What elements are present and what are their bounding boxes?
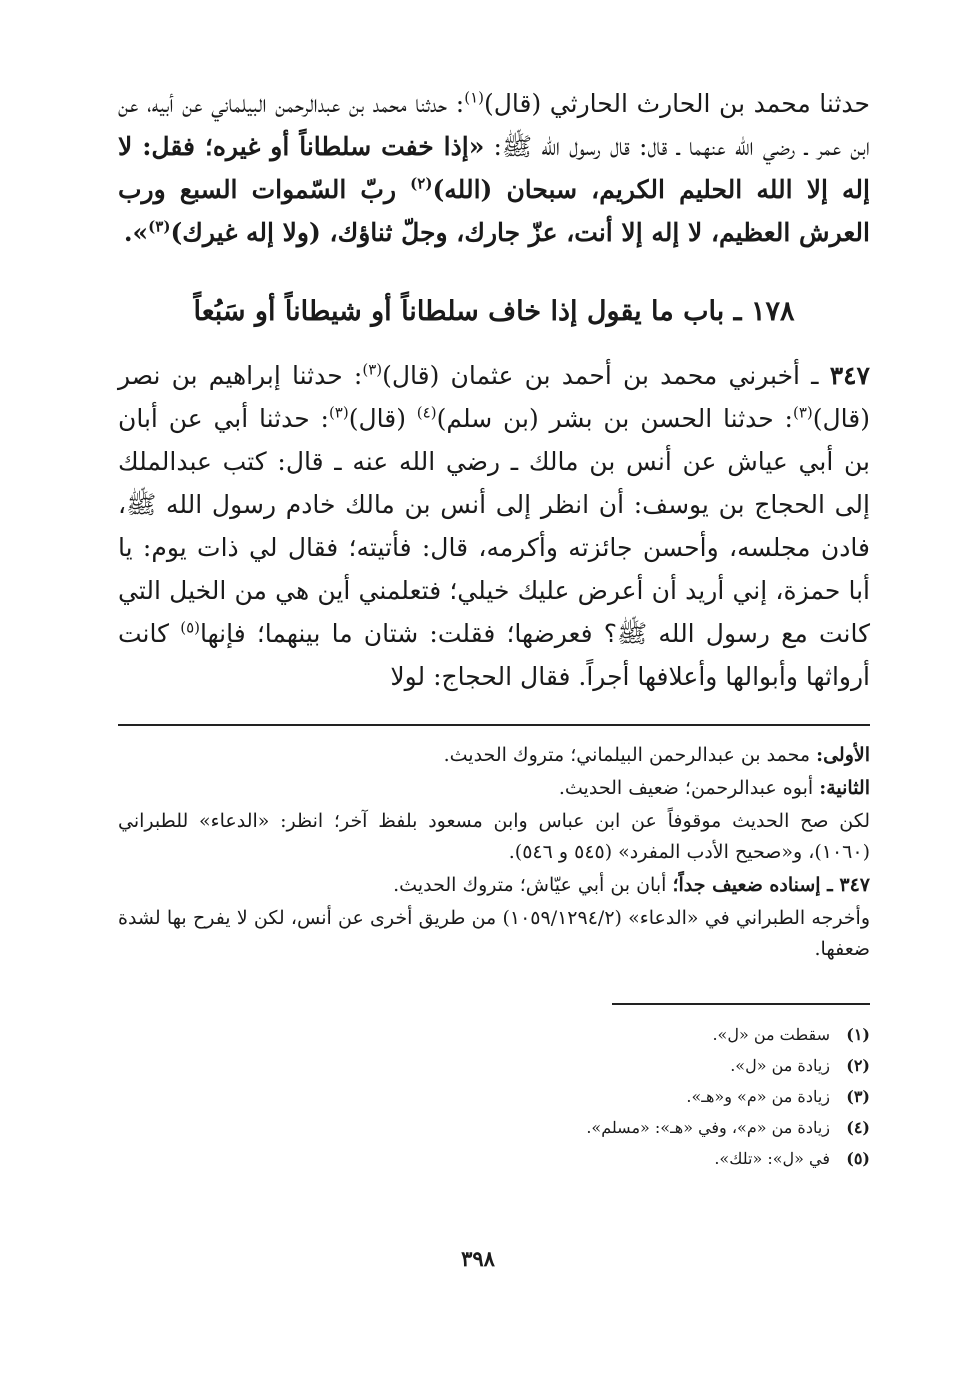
footnote-ref-3b: (٣) <box>792 403 813 422</box>
footnotes-list <box>118 1019 870 1174</box>
footnote-text: في «ل»: «تلك». <box>714 1149 830 1168</box>
footnote-item <box>118 1081 870 1112</box>
hadith-347-number: ٣٤٧ <box>829 361 870 390</box>
hadith-346-prophetic-text-2: ربّ السّموات السبع ورب العرش العظيم، لا إله إلا أنت، عزّ جارك، وجلّ ثناؤك، (ولا إله غيرك) <box>118 175 870 247</box>
hadith-346-text-1: حدثنا محمد بن الحارث الحارثي (قال) <box>484 89 870 118</box>
footnote-number: (٤) <box>846 1118 870 1137</box>
commentary-notes <box>118 740 870 965</box>
hadith-347-text-6: كانت أرواثها وأبوالها وأعلافها أجراً. فقال الحجاج: لولا <box>118 619 870 691</box>
footnote-divider <box>612 1003 870 1005</box>
footnote-ref-5: (٥) <box>180 618 200 637</box>
hadith-346-prophetic-text-1: «إذا خفت سلطاناً أو غيره؛ فقل: لا إله إلا الله الحليم الكريم، سبحان (الله) <box>118 132 870 204</box>
footnote-item <box>118 1050 870 1081</box>
footnote-ref-2: (٢) <box>410 174 433 193</box>
note-347-source: وأخرجه الطبراني في «الدعاء» (١٠٥٩/١٢٩٤/٢) من طريق أخرى عن أنس، لكن لا يفرح بها لشدة ضعفها. <box>118 907 870 960</box>
note-first-text: محمد بن عبدالرحمن البيلماني؛ متروك الحديث. <box>443 744 817 766</box>
footnote-ref-3a: (٣) <box>362 360 383 379</box>
footnote-item <box>118 1019 870 1050</box>
hadith-347-text-3: : حدثنا الحسن بن بشر (بن سلم) <box>436 404 793 433</box>
footnote-number: (١) <box>846 1025 870 1044</box>
note-second-text: أبوه عبدالرحمن؛ ضعيف الحديث. <box>558 777 820 799</box>
footnote-text: زيادة من «م» و«هـ». <box>686 1087 830 1106</box>
hadith-347-text-4: (قال) <box>348 404 417 433</box>
note-first-label: الأولى: <box>816 744 870 766</box>
hadith-346-paragraph <box>118 82 870 254</box>
footnote-ref-4: (٤) <box>416 403 437 422</box>
footnote-ref-1: (١) <box>464 88 484 107</box>
note-authentication: لكن صح الحديث موقوفاً عن ابن عباس وابن مسعود بلفظ آخر؛ انظر: «الدعاء» للطبراني (١٠٦٠)، و«صحيح الأدب المفرد» (٥٤٥ و ٥٤٦). <box>118 810 870 863</box>
hadith-347-text-1: ـ أخبرني محمد بن أحمد بن عثمان (قال) <box>382 361 830 390</box>
footnote-number: (٢) <box>846 1056 870 1075</box>
page-body <box>118 82 870 1174</box>
note-second <box>118 773 870 804</box>
note-first <box>118 740 870 771</box>
footnote-item <box>118 1143 870 1174</box>
note-347-label: ٣٤٧ ـ إسناده ضعيف جداً؛ <box>672 874 870 896</box>
hadith-346-prophetic-text-3: ». <box>123 218 149 247</box>
note-347-text: أبان بن أبي عيّاش؛ متروك الحديث. <box>393 874 673 896</box>
hadith-347-text-5: : حدثنا أبي عن أبان بن أبي عياش عن أنس بن مالك ـ رضي الله عنه ـ قال: كتب عبدالملك إلى الحجاج بن يوسف: أن انظر إلى أنس بن مالك خادم رسول الله ﷺ، فادن مجلسه، وأحسن جائزته وأكرمه، قال: فأتيته؛ فقال لي ذات يوم: يا أبا حمزة، إني أريد أن أعرض عليك خيلي؛ فتعلمني أين هي من الخيل التي كانت مع رسول الله ﷺ؟ فعرضها؛ فقلت: شتان ما بينهما؛ فإنها <box>118 404 870 648</box>
hadith-346-text-2: : حدثنا محمد بن عبدالرحمن البيلماني عن أبيه، عن ابن عمر ـ رضي الله عنهما ـ قال: قال رسول الله ﷺ: <box>118 89 870 161</box>
hadith-347-paragraph <box>118 354 870 698</box>
hadith-347-text-2: : حدثنا إبراهيم بن نصر (قال) <box>118 361 871 433</box>
footnote-number: (٥) <box>846 1149 870 1168</box>
footnote-text: زيادة من «م»، وفي «هـ»: «مسلم». <box>586 1118 830 1137</box>
footnote-ref-3: (٣) <box>148 217 171 236</box>
footnote-number: (٣) <box>846 1087 870 1106</box>
commentary-divider <box>118 724 870 726</box>
footnote-ref-3c: (٣) <box>328 403 349 422</box>
footnote-item <box>118 1112 870 1143</box>
page-number: ٣٩٨ <box>461 1246 495 1271</box>
footnote-text: سقطت من «ل». <box>712 1025 830 1044</box>
footnote-text: زيادة من «ل». <box>730 1056 830 1075</box>
note-347-grading <box>118 870 870 901</box>
chapter-heading: ١٧٨ ـ باب ما يقول إذا خاف سلطاناً أو شيطاناً أو سَبُعاً <box>193 296 795 327</box>
note-second-label: الثانية: <box>819 777 870 799</box>
